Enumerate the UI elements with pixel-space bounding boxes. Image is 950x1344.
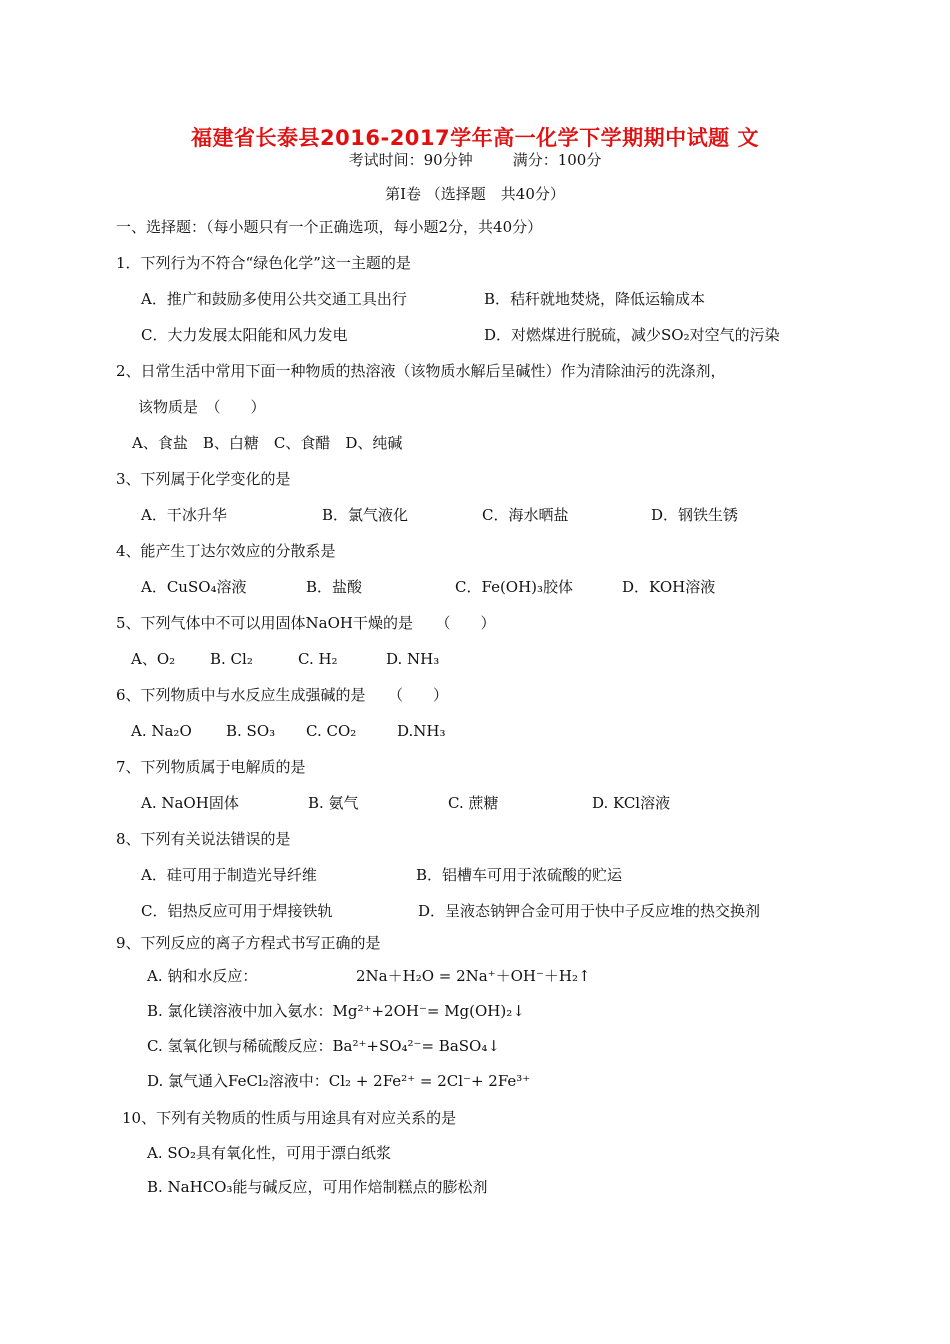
question-5-option-c: C. H₂	[298, 650, 338, 668]
question-3-option-b: B．氯气液化	[322, 506, 409, 524]
question-8-option-d: D．呈液态钠钾合金可用于快中子反应堆的热交换剂	[418, 902, 761, 920]
question-8-stem: 8、下列有关说法错误的是	[116, 830, 291, 848]
question-10-option-a: A. SO₂具有氧化性，可用于漂白纸浆	[147, 1144, 391, 1162]
question-6-option-d: D.NH₃	[397, 722, 446, 740]
question-4-option-c: C．Fe(OH)₃胶体	[455, 578, 574, 596]
question-1-option-b: B．秸秆就地焚烧，降低运输成本	[484, 290, 706, 308]
question-1-option-a: A．推广和鼓励多使用公共交通工具出行	[141, 290, 407, 308]
section-title: 第Ⅰ卷 （选择题 共40分）	[385, 185, 565, 203]
question-6-option-c: C. CO₂	[306, 722, 357, 740]
question-9-option-a-equation: 2Na＋H₂O = 2Na⁺＋OH⁻＋H₂↑	[356, 967, 591, 985]
question-9-stem: 9、下列反应的离子方程式书写正确的是	[116, 934, 381, 952]
question-2-stem-cont: 该物质是 （ ）	[138, 398, 266, 416]
part-heading: 一、选择题：（每小题只有一个正确选项，每小题2分，共40分）	[116, 218, 543, 236]
exam-score: 满分：100分	[512, 151, 602, 169]
question-5-stem: 5、下列气体中不可以用固体NaOH干燥的是 （ ）	[116, 614, 496, 632]
exam-info	[0, 150, 950, 170]
question-4-stem: 4、能产生丁达尔效应的分散系是	[116, 542, 336, 560]
question-4-option-b: B．盐酸	[306, 578, 363, 596]
question-3-option-d: D．钢铁生锈	[651, 506, 739, 524]
question-7-option-b: B. 氨气	[308, 794, 359, 812]
question-7-option-c: C. 蔗糖	[448, 794, 499, 812]
question-4-option-d: D．KOH溶液	[622, 578, 716, 596]
question-3-option-a: A．干冰升华	[141, 506, 227, 524]
question-8-option-c: C．铝热反应可用于焊接铁轨	[141, 902, 333, 920]
question-7-option-a: A. NaOH固体	[141, 794, 239, 812]
question-9-option-d: D. 氯气通入FeCl₂溶液中：Cl₂ + 2Fe²⁺ = 2Cl⁻+ 2Fe³⁺	[147, 1072, 531, 1090]
question-8-option-a: A．硅可用于制造光导纤维	[141, 866, 317, 884]
question-2-options: A、食盐 B、白糖 C、食醋 D、纯碱	[132, 434, 403, 452]
question-6-option-a: A. Na₂O	[131, 722, 192, 740]
question-7-option-d: D. KCl溶液	[592, 794, 671, 812]
question-9-option-b: B. 氯化镁溶液中加入氨水：Mg²⁺+2OH⁻= Mg(OH)₂↓	[147, 1002, 525, 1020]
question-4-option-a: A．CuSO₄溶液	[141, 578, 247, 596]
question-3-stem: 3、下列属于化学变化的是	[116, 470, 291, 488]
question-5-option-b: B. Cl₂	[210, 650, 253, 668]
question-7-stem: 7、下列物质属于电解质的是	[116, 758, 306, 776]
question-3-option-c: C．海水晒盐	[482, 506, 569, 524]
question-9-option-a-label: A. 钠和水反应：	[147, 967, 258, 985]
question-1-option-d: D．对燃煤进行脱硫，减少SO₂对空气的污染	[484, 326, 780, 344]
question-6-stem: 6、下列物质中与水反应生成强碱的是 （ ）	[116, 686, 449, 704]
question-5-option-d: D. NH₃	[386, 650, 440, 668]
question-6-option-b: B. SO₃	[226, 722, 276, 740]
page-title: 福建省长泰县2016-2017学年高一化学下学期期中试题 文	[191, 126, 759, 150]
question-5-option-a: A、O₂	[131, 650, 176, 668]
question-10-option-b: B. NaHCO₃能与碱反应，可用作焙制糕点的膨松剂	[147, 1178, 488, 1196]
question-8-option-b: B．铝槽车可用于浓硫酸的贮运	[416, 866, 623, 884]
question-2-stem: 2、日常生活中常用下面一种物质的热溶液（该物质水解后呈碱性）作为清除油污的洗涤剂，	[116, 362, 726, 380]
exam-time: 考试时间：90分钟	[348, 151, 473, 169]
question-10-stem: 10、下列有关物质的性质与用途具有对应关系的是	[122, 1109, 457, 1127]
question-9-option-c: C. 氢氧化钡与稀硫酸反应：Ba²⁺+SO₄²⁻= BaSO₄↓	[147, 1037, 500, 1055]
question-1-stem: 1．下列行为不符合“绿色化学”这一主题的是	[116, 254, 411, 272]
question-1-option-c: C．大力发展太阳能和风力发电	[141, 326, 348, 344]
